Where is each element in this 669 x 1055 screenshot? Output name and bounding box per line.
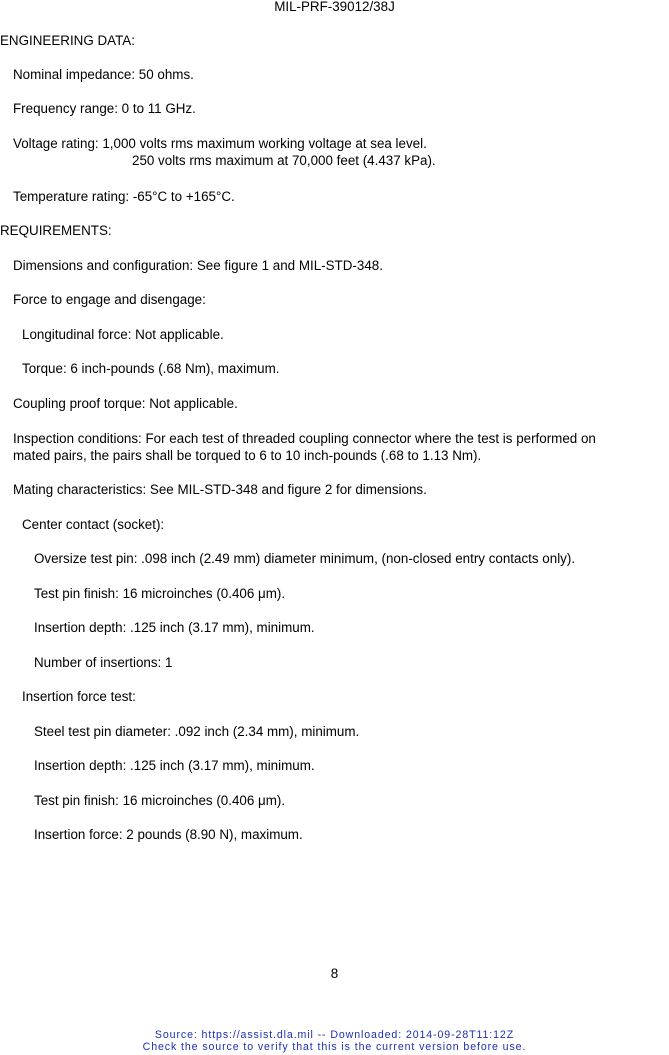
torque: Torque: 6 inch-pounds (.68 Nm), maximum. xyxy=(22,361,280,376)
coupling-proof-torque: Coupling proof torque: Not applicable. xyxy=(13,396,238,411)
test-pin-finish-2: Test pin finish: 16 microinches (0.406 μm). xyxy=(34,793,286,808)
inspection-conditions-line-2: mated pairs, the pairs shall be torqued to 6 to 10 inch-pounds (.68 to 1.13 Nm). xyxy=(13,448,482,463)
inspection-conditions-line-1: Inspection conditions: For each test of threaded coupling connector where the test is performed on xyxy=(13,431,596,446)
page-number: 8 xyxy=(330,966,339,981)
document-id-header: MIL-PRF-39012/38J xyxy=(274,0,395,14)
engineering-data-heading: ENGINEERING DATA: xyxy=(0,33,135,48)
temperature-rating: Temperature rating: -65°C to +165°C. xyxy=(13,189,235,204)
test-pin-finish-1: Test pin finish: 16 microinches (0.406 μm). xyxy=(34,586,286,601)
force-engage-disengage: Force to engage and disengage: xyxy=(13,292,206,307)
oversize-test-pin: Oversize test pin: .098 inch (2.49 mm) diameter minimum, (non-closed entry contacts only). xyxy=(34,551,576,566)
insertion-force: Insertion force: 2 pounds (8.90 N), maximum. xyxy=(34,827,303,842)
voltage-rating-line-1: Voltage rating: 1,000 volts rms maximum working voltage at sea level. xyxy=(13,136,427,151)
dimensions-configuration: Dimensions and configuration: See figure 1 and MIL-STD-348. xyxy=(13,258,383,273)
insertion-depth-1: Insertion depth: .125 inch (3.17 mm), minimum. xyxy=(34,620,315,635)
number-of-insertions: Number of insertions: 1 xyxy=(34,655,173,670)
longitudinal-force: Longitudinal force: Not applicable. xyxy=(22,327,224,342)
voltage-rating-line-2: 250 volts rms maximum at 70,000 feet (4.437 kPa). xyxy=(132,153,436,168)
insertion-depth-2: Insertion depth: .125 inch (3.17 mm), minimum. xyxy=(34,758,315,773)
mating-characteristics: Mating characteristics: See MIL-STD-348 and figure 2 for dimensions. xyxy=(13,482,427,497)
footer-source: Source: https://assist.dla.mil -- Downloaded: 2014-09-28T11:12Z xyxy=(154,1029,515,1041)
frequency-range: Frequency range: 0 to 11 GHz. xyxy=(13,101,196,116)
insertion-force-test: Insertion force test: xyxy=(22,689,136,704)
center-contact-socket: Center contact (socket): xyxy=(22,517,165,532)
footer-check-notice: Check the source to verify that this is the current version before use. xyxy=(142,1041,527,1053)
nominal-impedance: Nominal impedance: 50 ohms. xyxy=(13,67,194,82)
steel-test-pin-diameter: Steel test pin diameter: .092 inch (2.34 mm), minimum. xyxy=(34,724,360,739)
requirements-heading: REQUIREMENTS: xyxy=(0,223,112,238)
